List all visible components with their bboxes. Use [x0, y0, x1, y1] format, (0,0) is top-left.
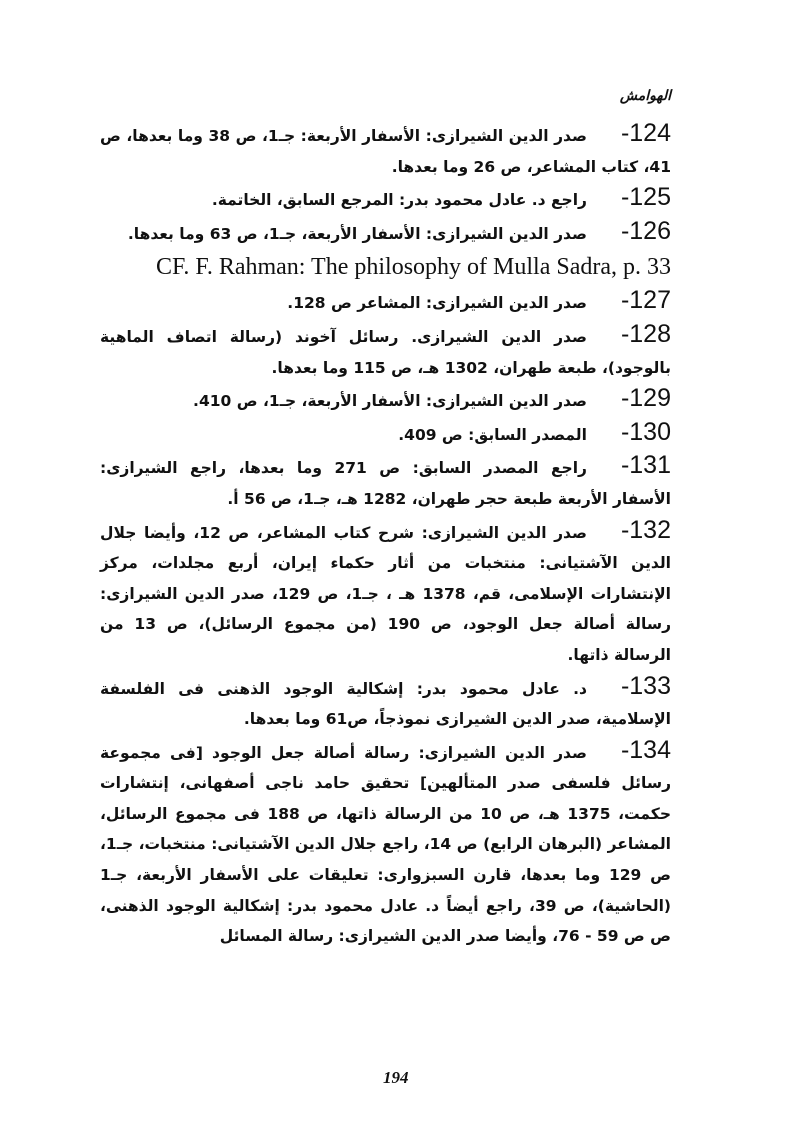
footnote-124	[100, 118, 671, 182]
footnote-125	[100, 182, 671, 216]
footnote-128	[100, 319, 671, 383]
footnote-text: صدر الدين الشيرازى. رسائل آخوند (رسالة اتصاف الماهية بالوجود)، طبعة طهران، 1302 هـ، ص 115 وما بعدها.	[100, 327, 671, 377]
footnote-number: 126-	[620, 216, 671, 245]
page-number: 194	[383, 1068, 409, 1087]
footnote-text: صدر الدين الشيرازى: الأسفار الأربعة، جـ1، ص 63 وما بعدها.	[127, 224, 587, 243]
footnote-132	[100, 515, 671, 671]
footnote-text: د. عادل محمود بدر: إشكالية الوجود الذهنى فى الفلسفة الإسلامية، صدر الدين الشيرازى نموذجاً، ص61 وما بعدها.	[100, 679, 671, 729]
footnote-129	[100, 383, 671, 417]
footnote-number: 130-	[620, 417, 671, 446]
footnote-133	[100, 671, 671, 735]
footnote-number: 124-	[620, 119, 671, 147]
footnote-number: 129-	[620, 384, 671, 413]
footnote-number: 128-	[620, 319, 671, 348]
footnote-number: 133-	[620, 671, 671, 700]
footnote-number: 131-	[620, 451, 671, 480]
footnote-text: راجع د. عادل محمود بدر: المرجع السابق، الخاتمة.	[211, 191, 587, 210]
footnote-number: 127-	[620, 286, 671, 315]
latin-reference: CF. F. Rahman: The philosophy of Mulla Sadra, p. 33	[155, 254, 671, 281]
footnote-number: 125-	[620, 183, 671, 212]
footnote-text: صدر الدين الشيرازى: المشاعر ص 128.	[287, 294, 587, 313]
footnote-134	[100, 735, 671, 952]
footnote-number: 132-	[620, 515, 671, 544]
footnote-131	[100, 450, 671, 514]
footnote-127	[100, 285, 671, 319]
footnote-text: صدر الدين الشيرازى: شرح كتاب المشاعر، ص 12، وأيضا جلال الدين الآشتيانى: منتخبات من أثار حكماء إيران، أربع مجلدات، مركز الإنتشارات الإسلامى، قم، 1378 هـ ، جـ1، ص 129، صدر الدين الشيرازى: رسالة أصالة جعل الوجود، ص 190 (من مجموع الرسائل)، ص 13 من الرسالة ذاتها.	[100, 523, 671, 664]
footnote-text: المصدر السابق: ص 409.	[398, 425, 587, 444]
footnotes-block	[100, 118, 671, 952]
footnote-text: صدر الدين الشيرازى: الأسفار الأربعة: جـ1، ص 38 وما بعدها، ص 41، كتاب المشاعر، ص 26 وما بعدها.	[100, 127, 671, 176]
footnote-text: راجع المصدر السابق: ص 271 وما بعدها، راجع الشيرازى: الأسفار الأربعة طبعة حجر طهران، 1282 هـ، جـ1، ص 56 أ.	[100, 459, 671, 508]
footnote-126	[100, 216, 671, 250]
running-header: الهوامش	[619, 88, 671, 104]
footnote-text: صدر الدين الشيرازى: رسالة أصالة جعل الوجود [فى مجموعة رسائل فلسفى صدر المتألهين] تحقيق حامد ناجى أصفهانى، إنتشارات حكمت، 1375 هـ، ص 10 من الرسالة ذاتها، ص 188 فى مجموع الرسائل، المشاعر (البرهان الرابع) ص 14، راجع جلال الدين الآشتيانى: منتخبات، جـ1، ص 129 وما بعدها، قارن السبزوارى: تعليقات على الأسفار الأربعة، جـ1 (الحاشية)، ص 39، راجع أيضاً د. عادل محمود بدر: إشكالية الوجود الذهنى، ص ص 59 - 76، وأيضا صدر الدين الشيرازى: رسالة المسائل	[100, 743, 672, 946]
footnote-number: 134-	[620, 735, 671, 764]
footnote-130	[100, 417, 671, 451]
footnote-text: صدر الدين الشيرازى: الأسفار الأربعة، جـ1، ص 410.	[193, 392, 587, 411]
